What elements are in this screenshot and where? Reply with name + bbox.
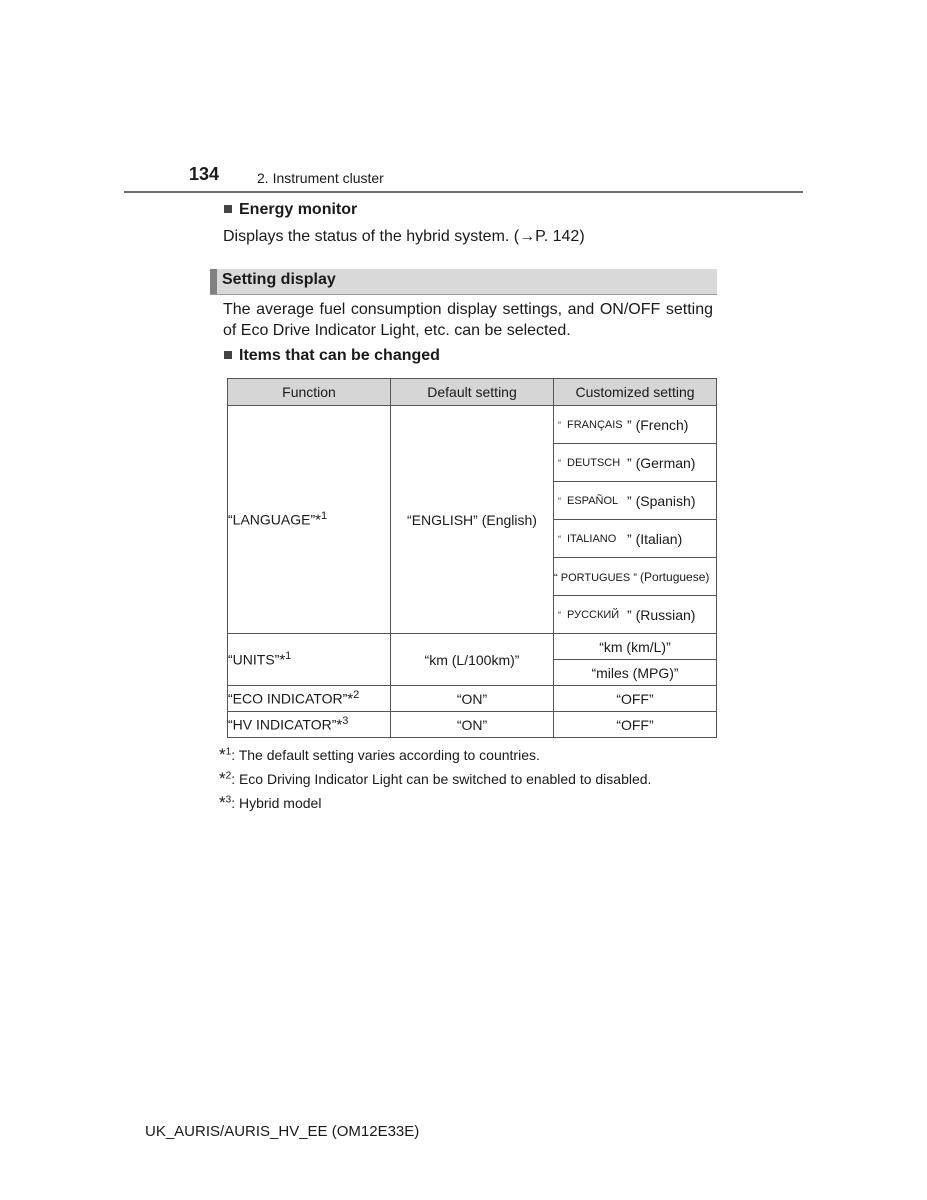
- table-row: [228, 634, 717, 660]
- eco-function-cell: “ECO INDICATOR”*$^2$: [228, 686, 391, 712]
- eco-custom-cell: “OFF”: [554, 686, 717, 712]
- table-row: [228, 712, 717, 738]
- energy-monitor-description: Displays the status of the hybrid system. (→P. 142): [223, 228, 585, 245]
- eco-default-cell: “ON”: [391, 686, 554, 712]
- language-option-french: “ FRANÇAIS ” (French): [554, 406, 717, 444]
- units-option-miles: “miles (MPG)”: [554, 660, 717, 686]
- table-row: [228, 686, 717, 712]
- section-underline: [210, 294, 717, 295]
- items-heading-title: Items that can be changed: [239, 347, 440, 364]
- language-option-italian: “ ITALIANO ” (Italian): [554, 520, 717, 558]
- settings-table: [227, 378, 717, 738]
- language-option-portuguese: “ PORTUGUES ” (Portuguese): [554, 558, 717, 596]
- hv-function-cell: “HV INDICATOR”*$^3$: [228, 712, 391, 738]
- units-option-km: “km (km/L)”: [554, 634, 717, 660]
- language-function-cell: “LANGUAGE”*$^1$: [228, 406, 391, 634]
- table-header-customized: Customized setting: [554, 379, 717, 406]
- table-row: [228, 406, 717, 444]
- footer-code: UK_AURIS/AURIS_HV_EE (OM12E33E): [145, 1123, 420, 1140]
- units-default-cell: “km (L/100km)”: [391, 634, 554, 686]
- page-number: 134: [189, 164, 220, 184]
- items-heading: [224, 347, 440, 365]
- header-rule: [124, 191, 803, 193]
- language-default-cell: “ENGLISH” (English): [391, 406, 554, 634]
- language-option-spanish: “ ESPAÑOL ” (Spanish): [554, 482, 717, 520]
- hv-default-cell: “ON”: [391, 712, 554, 738]
- units-function-cell: “UNITS”*$^1$: [228, 634, 391, 686]
- chapter-title: 2. Instrument cluster: [257, 170, 384, 186]
- setting-description: The average fuel consumption display settings, and ON/OFF setting of Eco Drive Indicator Light, etc. can be selected.: [223, 301, 713, 339]
- energy-monitor-title: Energy monitor: [239, 201, 358, 218]
- language-option-russian: “ РУССКИЙ ” (Russian): [554, 596, 717, 634]
- hv-custom-cell: “OFF”: [554, 712, 717, 738]
- language-option-german: “ DEUTSCH ” (German): [554, 444, 717, 482]
- section-bar: [210, 269, 717, 294]
- footnote-1: *$^1$: The default setting varies according to countries.: [219, 745, 540, 764]
- footnote-3: *$^3$: Hybrid model: [219, 793, 322, 812]
- square-bullet-icon: [224, 351, 232, 359]
- table-header-default: Default setting: [391, 379, 554, 406]
- section-title: Setting display: [222, 271, 336, 288]
- table-header-row: [228, 379, 717, 406]
- square-bullet-icon: [224, 205, 232, 213]
- footnote-2: *$^2$: Eco Driving Indicator Light can be switched to enabled to disabled.: [219, 769, 652, 788]
- table-header-function: Function: [228, 379, 391, 406]
- energy-monitor-heading: [224, 201, 357, 219]
